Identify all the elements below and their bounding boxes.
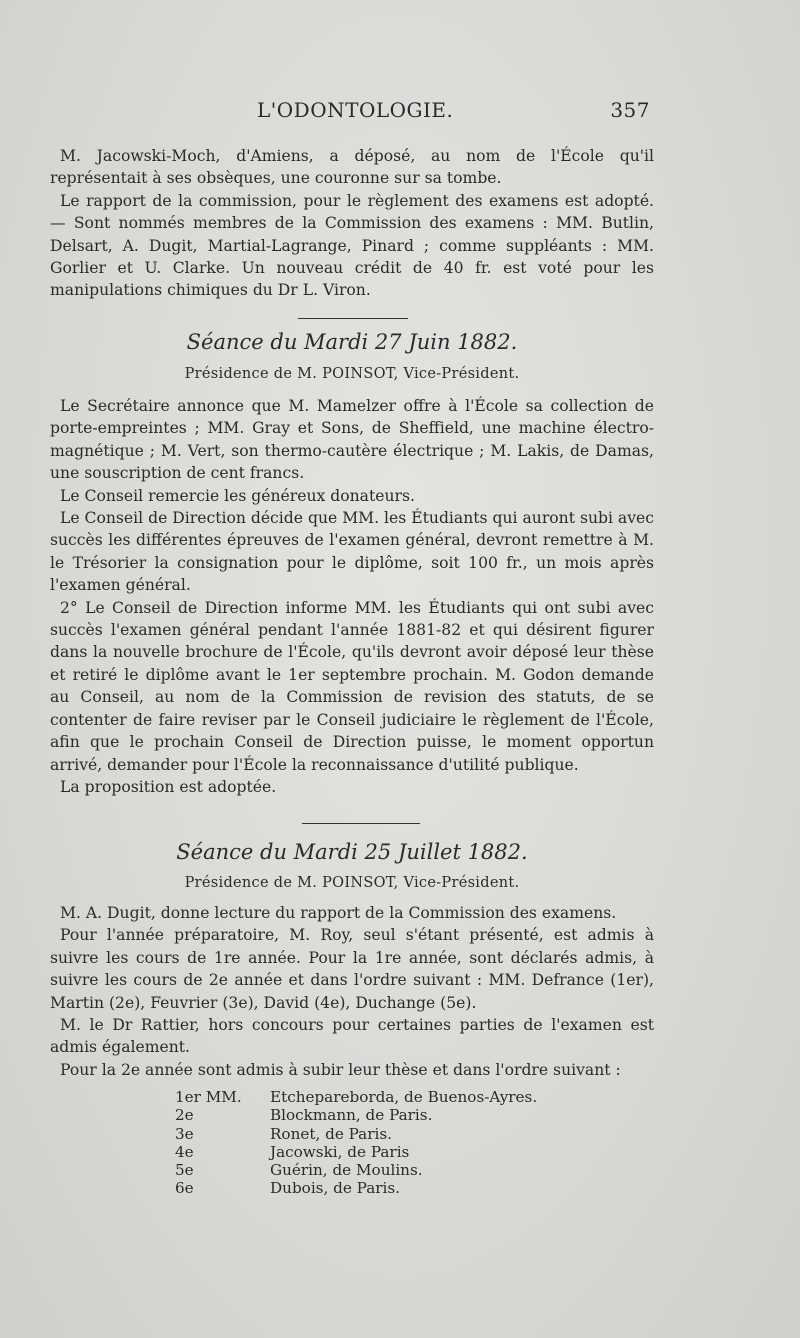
student-name: Etchepareborda, de Buenos-Ayres. xyxy=(270,1088,538,1106)
rank-label: 3e xyxy=(175,1124,194,1143)
list-item xyxy=(175,1161,537,1179)
presidence-line: Présidence de M. POINSOT, Vice-Président. xyxy=(184,366,520,382)
rank-label: 6e xyxy=(175,1179,194,1198)
paragraph: M. A. Dugit, donne lecture du rapport de la Commission des examens. xyxy=(60,904,617,922)
list-item xyxy=(175,1106,537,1124)
paragraph: Le Secrétaire annonce que M. Mamelzer offre à l'École sa collection de porte-empreintes ; MM. Gray et Sons, de Sheffield, une machine électro-magnétique ; M. Vert, son thermo-cautère électrique ; M. Lakis, de Damas, une souscription de cent francs. xyxy=(50,397,654,483)
student-name: Jacowski, de Paris xyxy=(270,1142,410,1161)
page-number: 357 xyxy=(610,98,650,122)
paragraph-block-3 xyxy=(50,902,654,1081)
paragraph-block-2 xyxy=(50,395,654,798)
paragraph-block-1 xyxy=(50,145,654,302)
section-divider xyxy=(298,318,408,319)
rank-label: 4e xyxy=(175,1142,194,1161)
paragraph: Le Conseil remercie les généreux donateurs. xyxy=(60,486,415,505)
paragraph: M. Jacowski-Moch, d'Amiens, a déposé, au nom de l'École qu'il représentait à ses obsèques, une couronne sur sa tombe. xyxy=(50,147,654,188)
student-name: Guérin, de Moulins. xyxy=(270,1161,423,1180)
paragraph: M. le Dr Rattier, hors concours pour certaines parties de l'examen est admis également. xyxy=(50,1016,654,1057)
paragraph: Le Conseil de Direction décide que MM. les Étudiants qui auront subi avec succès les différentes épreuves de l'examen général, devront remettre à M. le Trésorier la consignation pour le diplôme, soit 100 fr., un mois après l'examen général. xyxy=(50,509,654,595)
presidence-line: Présidence de M. POINSOT, Vice-Président. xyxy=(184,875,520,891)
paragraph: 2° Le Conseil de Direction informe MM. les Étudiants qui ont subi avec succès l'examen général pendant l'année 1881-82 et qui désirent figurer dans la nouvelle brochure de l'École, qu'ils devront avoir déposé leur thèse et retiré le diplôme avant le 1er septembre prochain. M. Godon demande au Conseil, au nom de la Commission de revision des statuts, de se contenter de faire reviser par le Conseil judiciaire le règlement de l'École, afin que le prochain Conseil de Direction puisse, le moment opportun arrivé, demander pour l'École la reconnaissance d'utilité publique. xyxy=(50,598,654,774)
paragraph: La proposition est adoptée. xyxy=(60,777,277,796)
section-divider xyxy=(302,823,420,824)
list-item xyxy=(175,1125,537,1143)
rank-label: 1er MM. xyxy=(175,1088,242,1106)
rank-label: 2e xyxy=(175,1106,194,1125)
rank-label: 5e xyxy=(175,1161,194,1180)
ranking-list xyxy=(175,1088,537,1198)
student-name: Blockmann, de Paris. xyxy=(270,1106,433,1125)
journal-title: L'ODONTOLOGIE. xyxy=(257,98,454,122)
list-item xyxy=(175,1088,537,1106)
paragraph: Pour la 2e année sont admis à subir leur thèse et dans l'ordre suivant : xyxy=(60,1060,621,1079)
paragraph: Pour l'année préparatoire, M. Roy, seul s'étant présenté, est admis à suivre les cours de 1re année. Pour la 1re année, sont déclarés admis, à suivre les cours de 2e année et dans l'ordre suivant : MM. Defrance (1er), Martin (2e), Feuvrier (3e), David (4e), Duchange (5e). xyxy=(50,926,654,1012)
student-name: Ronet, de Paris. xyxy=(270,1124,392,1143)
section-title: Séance du Mardi 27 Juin 1882. xyxy=(186,330,518,354)
list-item xyxy=(175,1179,537,1197)
list-item xyxy=(175,1143,537,1161)
paragraph: Le rapport de la commission, pour le règlement des examens est adopté. — Sont nommés membres de la Commission des examens : MM. Butlin, Delsart, A. Dugit, Martial-Lagrange, Pinard ; comme suppléants : MM. Gorlier et U. Clarke. Un nouveau crédit de 40 fr. est voté pour les manipulations chimiques du Dr L. Viron. xyxy=(50,191,654,300)
section-title: Séance du Mardi 25 Juillet 1882. xyxy=(176,840,528,864)
student-name: Dubois, de Paris. xyxy=(270,1179,400,1198)
